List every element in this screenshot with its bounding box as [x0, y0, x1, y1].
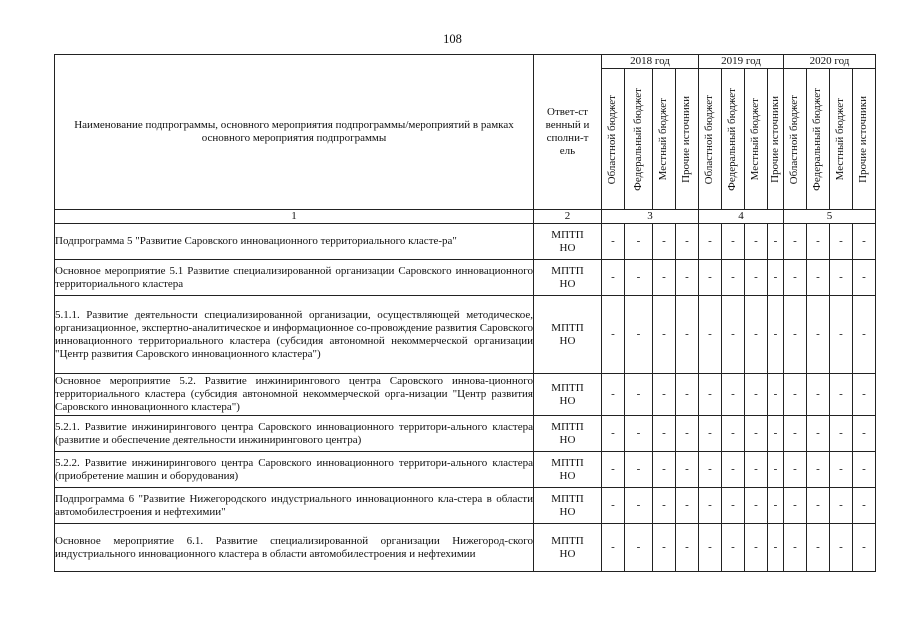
value-cell: -	[602, 488, 625, 524]
value-cell: -	[745, 296, 768, 374]
value-cell: -	[653, 296, 676, 374]
value-cell: -	[830, 260, 853, 296]
value-cell: -	[853, 224, 876, 260]
column-number: 3	[602, 210, 699, 224]
value-cell: -	[676, 296, 699, 374]
row-executor-text: МПТП НО	[551, 420, 584, 446]
value-cell: -	[768, 260, 784, 296]
table-row	[55, 416, 876, 452]
value-cell: -	[807, 452, 830, 488]
row-name: 5.2.2. Развитие инжинирингового центра Саровского инновационного территори-ального кластера (приобретение машин и оборудования)	[55, 452, 534, 488]
column-number: 4	[699, 210, 784, 224]
value-cell: -	[602, 296, 625, 374]
value-cell: -	[768, 374, 784, 416]
value-cell: -	[653, 224, 676, 260]
value-cell: -	[807, 374, 830, 416]
table-row	[55, 452, 876, 488]
value-cell: -	[830, 488, 853, 524]
row-executor	[534, 260, 602, 296]
value-cell: -	[853, 260, 876, 296]
row-executor-text: МПТП НО	[551, 534, 584, 560]
header-year-2020: 2020 год	[784, 55, 876, 69]
value-cell: -	[602, 416, 625, 452]
row-name: Подпрограмма 5 "Развитие Саровского инновационного территориального класте-ра"	[55, 224, 534, 260]
value-cell: -	[676, 452, 699, 488]
row-executor-text: МПТП НО	[551, 228, 584, 254]
value-cell: -	[602, 452, 625, 488]
header-source-label: Местный бюджет	[657, 97, 670, 181]
value-cell: -	[784, 296, 807, 374]
value-cell: -	[768, 224, 784, 260]
header-source-label: Прочие источники	[680, 95, 693, 183]
row-executor	[534, 374, 602, 416]
row-name: 5.2.1. Развитие инжинирингового центра Саровского инновационного территори-ального кластера (развитие и обеспечение деятельности инжинирингового центра)	[55, 416, 534, 452]
table-row	[55, 224, 876, 260]
header-year-2018: 2018 год	[602, 55, 699, 69]
value-cell: -	[676, 488, 699, 524]
row-name: Основное мероприятие 5.2. Развитие инжинирингового центра Саровского иннова-ционного территориального кластера (субсидия автономной некоммерческой орга-низации "Центр развития Саровского инновационного кластера")	[55, 374, 534, 416]
value-cell: -	[722, 452, 745, 488]
value-cell: -	[625, 524, 653, 572]
table-row	[55, 296, 876, 374]
value-cell: -	[745, 260, 768, 296]
value-cell: -	[625, 452, 653, 488]
column-number: 5	[784, 210, 876, 224]
value-cell: -	[722, 296, 745, 374]
value-cell: -	[768, 452, 784, 488]
table-row	[55, 488, 876, 524]
header-executor	[534, 55, 602, 210]
value-cell: -	[699, 296, 722, 374]
value-cell: -	[699, 374, 722, 416]
row-executor	[534, 416, 602, 452]
value-cell: -	[699, 524, 722, 572]
value-cell: -	[676, 374, 699, 416]
header-source-label: Прочие источники	[857, 95, 870, 183]
header-source-label: Местный бюджет	[834, 97, 847, 181]
value-cell: -	[625, 296, 653, 374]
value-cell: -	[853, 374, 876, 416]
header-source	[745, 69, 768, 210]
header-source-label: Областной бюджет	[606, 94, 619, 184]
row-name: Основное мероприятие 5.1 Развитие специализированной организации Саровского инновационного территориального кластера	[55, 260, 534, 296]
value-cell: -	[784, 452, 807, 488]
header-source-label: Прочие источники	[768, 95, 781, 183]
header-source	[602, 69, 625, 210]
value-cell: -	[676, 416, 699, 452]
table-row	[55, 260, 876, 296]
header-year-2019: 2019 год	[699, 55, 784, 69]
table-row	[55, 374, 876, 416]
value-cell: -	[745, 488, 768, 524]
value-cell: -	[722, 488, 745, 524]
value-cell: -	[722, 260, 745, 296]
page-number: 108	[443, 32, 462, 46]
header-executor-text: Ответ-ственный исполни-тель	[545, 105, 590, 158]
row-executor-text: МПТП НО	[551, 381, 584, 407]
value-cell: -	[699, 488, 722, 524]
value-cell: -	[830, 524, 853, 572]
value-cell: -	[853, 488, 876, 524]
row-executor-text: МПТП НО	[551, 456, 584, 482]
value-cell: -	[722, 224, 745, 260]
column-number: 1	[55, 210, 534, 224]
value-cell: -	[807, 296, 830, 374]
header-name: Наименование подпрограммы, основного мероприятия подпрограммы/мероприятий в рамках основного мероприятия подпрограммы	[55, 55, 534, 210]
value-cell: -	[784, 374, 807, 416]
row-name: Основное мероприятие 6.1. Развитие специализированной организации Нижегород-ского индустриального инновационного кластера в области автомобилестроения и нефтехимии	[55, 524, 534, 572]
header-source	[853, 69, 876, 210]
row-executor-text: МПТП НО	[551, 321, 584, 347]
header-source-label: Областной бюджет	[703, 94, 716, 184]
value-cell: -	[853, 524, 876, 572]
value-cell: -	[602, 224, 625, 260]
value-cell: -	[768, 416, 784, 452]
value-cell: -	[653, 524, 676, 572]
value-cell: -	[807, 416, 830, 452]
value-cell: -	[699, 260, 722, 296]
header-source-label: Федеральный бюджет	[811, 87, 824, 191]
row-name: 5.1.1. Развитие деятельности специализированной организации, осуществляющей методическое, организационное, экспертно-аналитическое и информационное со-провождение развития Саровского инновационного территориального кластера (субсидия автономной некоммерческой организации "Центр развития Саровского инновационного кластера")	[55, 296, 534, 374]
value-cell: -	[653, 488, 676, 524]
header-source	[807, 69, 830, 210]
value-cell: -	[807, 524, 830, 572]
row-executor	[534, 296, 602, 374]
value-cell: -	[625, 488, 653, 524]
value-cell: -	[625, 224, 653, 260]
value-cell: -	[745, 452, 768, 488]
value-cell: -	[830, 296, 853, 374]
value-cell: -	[653, 260, 676, 296]
value-cell: -	[745, 374, 768, 416]
value-cell: -	[602, 524, 625, 572]
header-source	[625, 69, 653, 210]
row-executor	[534, 524, 602, 572]
value-cell: -	[676, 224, 699, 260]
row-executor	[534, 488, 602, 524]
table-row	[55, 524, 876, 572]
value-cell: -	[784, 524, 807, 572]
value-cell: -	[699, 452, 722, 488]
value-cell: -	[807, 224, 830, 260]
value-cell: -	[722, 374, 745, 416]
value-cell: -	[830, 374, 853, 416]
value-cell: -	[653, 374, 676, 416]
value-cell: -	[745, 524, 768, 572]
value-cell: -	[853, 296, 876, 374]
value-cell: -	[602, 374, 625, 416]
value-cell: -	[768, 296, 784, 374]
value-cell: -	[699, 224, 722, 260]
value-cell: -	[676, 524, 699, 572]
value-cell: -	[784, 488, 807, 524]
value-cell: -	[699, 416, 722, 452]
value-cell: -	[653, 452, 676, 488]
value-cell: -	[676, 260, 699, 296]
value-cell: -	[602, 260, 625, 296]
value-cell: -	[722, 524, 745, 572]
value-cell: -	[653, 416, 676, 452]
header-source-label: Федеральный бюджет	[726, 87, 739, 191]
value-cell: -	[830, 224, 853, 260]
value-cell: -	[784, 416, 807, 452]
header-source	[653, 69, 676, 210]
header-source-label: Местный бюджет	[749, 97, 762, 181]
value-cell: -	[784, 224, 807, 260]
value-cell: -	[830, 416, 853, 452]
row-executor-text: МПТП НО	[551, 492, 584, 518]
header-source	[768, 69, 784, 210]
value-cell: -	[768, 488, 784, 524]
value-cell: -	[853, 452, 876, 488]
row-name: Подпрограмма 6 "Развитие Нижегородского индустриального инновационного кла-стера в области автомобилестроения и нефтехимии"	[55, 488, 534, 524]
header-source-label: Федеральный бюджет	[631, 87, 644, 191]
value-cell: -	[768, 524, 784, 572]
header-source	[784, 69, 807, 210]
row-executor	[534, 224, 602, 260]
value-cell: -	[625, 416, 653, 452]
value-cell: -	[830, 452, 853, 488]
row-executor-text: МПТП НО	[551, 264, 584, 290]
value-cell: -	[625, 374, 653, 416]
header-source-label: Областной бюджет	[788, 94, 801, 184]
value-cell: -	[784, 260, 807, 296]
value-cell: -	[807, 488, 830, 524]
header-source	[699, 69, 722, 210]
value-cell: -	[853, 416, 876, 452]
value-cell: -	[625, 260, 653, 296]
value-cell: -	[745, 224, 768, 260]
header-source	[830, 69, 853, 210]
table-body	[55, 224, 876, 572]
row-executor	[534, 452, 602, 488]
header-source	[676, 69, 699, 210]
value-cell: -	[745, 416, 768, 452]
value-cell: -	[807, 260, 830, 296]
budget-table	[54, 54, 876, 572]
value-cell: -	[722, 416, 745, 452]
header-source	[722, 69, 745, 210]
column-number: 2	[534, 210, 602, 224]
